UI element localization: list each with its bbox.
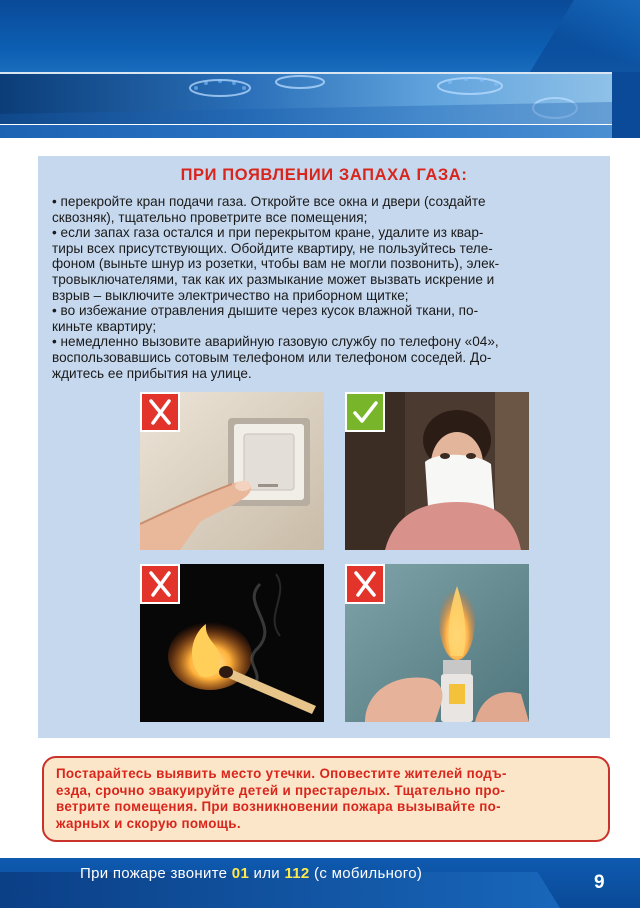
fire-number: 01 [231, 865, 250, 882]
photo-cloth-over-face [345, 392, 529, 550]
instruction-line: взрыв – выключите электричество на приборном щитке; [52, 287, 409, 303]
approved-mark [345, 392, 385, 432]
instruction-line: ждитесь ее прибытия на улице. [52, 365, 252, 381]
panel-title: ПРИ ПОЯВЛЕНИИ ЗАПАХА ГАЗА: [180, 166, 468, 184]
instructions-text [52, 194, 600, 381]
photo-lighter-flame [345, 564, 529, 722]
header-rule [0, 124, 612, 138]
instruction-line: • во избежание отравления дышите через кусок влажной ткани, по- [52, 303, 479, 319]
page-number: 9 [594, 872, 605, 893]
footer-suffix: (с мобильного) [309, 865, 423, 882]
instruction-line: фоном (выньте шнур из розетки, чтобы вам не могли позвонить), элек- [52, 256, 500, 272]
cross-icon [142, 566, 178, 602]
gas-burner-icon [0, 74, 612, 124]
instruction-line: тиры всех присутствующих. Обойдите квартиру, не пользуйтесь теле- [52, 240, 493, 256]
prohibited-mark [140, 564, 180, 604]
warning-line: жарных и скорую помощь. [56, 815, 241, 831]
emergency-call-text [80, 865, 422, 882]
cross-icon [347, 566, 383, 602]
cross-icon [142, 394, 178, 430]
prohibited-mark [140, 392, 180, 432]
prohibited-mark [345, 564, 385, 604]
check-icon [347, 394, 383, 430]
warning-line: ветрите помещения. При возникновении пожара вызывайте по- [56, 799, 501, 815]
instruction-line: тровыключателями, так как их размыкание может вызвать искрение и [52, 271, 495, 287]
warning-text [56, 766, 598, 832]
mobile-emergency-number: 112 [284, 865, 310, 882]
instruction-line: • если запах газа остался и при перекрытом кране, удалите из квар- [52, 225, 484, 241]
warning-line: Постарайтесь выявить место утечки. Оповестите жителей подъ- [56, 766, 507, 781]
warning-line: езда, срочно эвакуируйте детей и престарелых. Тщательно про- [56, 782, 506, 798]
instruction-line: воспользовавшись сотовым телефоном или телефоном соседей. До- [52, 349, 492, 365]
instruction-line: сквозняк), тщательно проветрите все помещения; [52, 209, 368, 225]
photo-burning-match [140, 564, 324, 722]
warning-box [42, 756, 610, 842]
photo-light-switch [140, 392, 324, 550]
footer-prefix: При пожаре звоните [80, 865, 232, 882]
instruction-line: • перекройте кран подачи газа. Откройте все окна и двери (создайте [52, 194, 486, 209]
instruction-line: киньте квартиру; [52, 318, 157, 334]
footer-connector: или [249, 865, 285, 882]
header-gas-burner-photo [0, 72, 612, 124]
header-sidebar [612, 72, 640, 138]
instruction-line: • немедленно вызовите аварийную газовую службу по телефону «04», [52, 334, 499, 350]
